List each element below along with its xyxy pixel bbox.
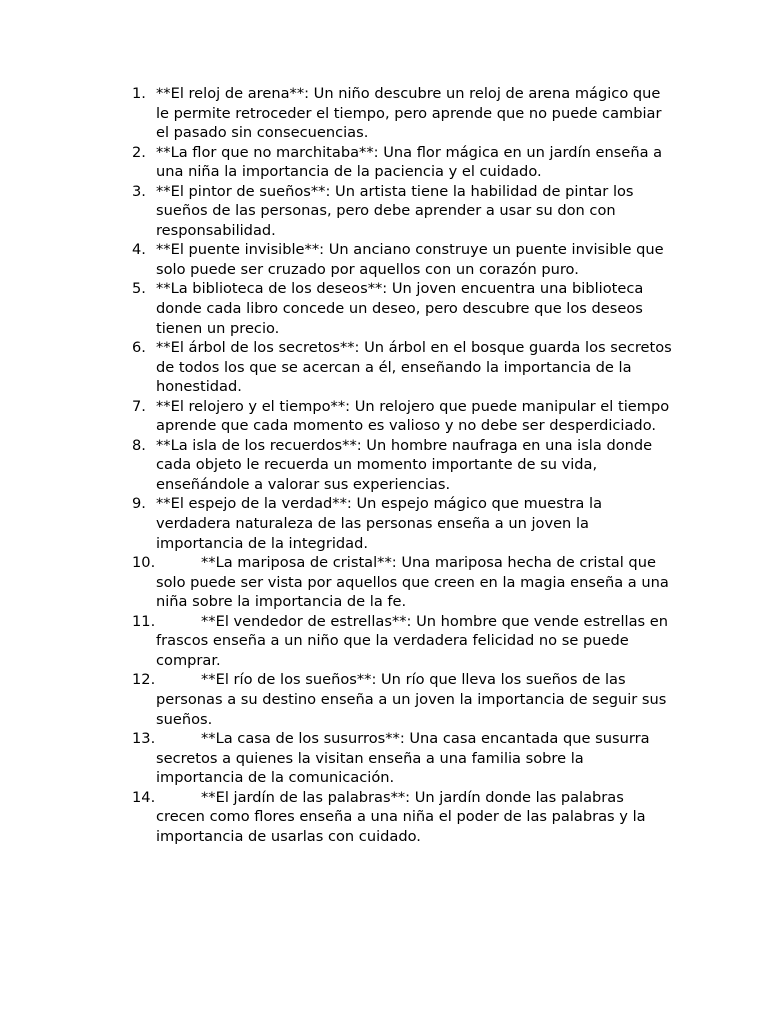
list-item [132,612,672,671]
item-number: 2. [132,143,146,161]
item-text: **El árbol de los secretos**: Un árbol en el bosque guarda los secretos de todos los que se acercan a él, enseñando la importancia de la honestidad. [156,339,672,396]
item-number: 11. [132,612,156,630]
item-number: 12. [132,671,156,689]
item-text: **El reloj de arena**: Un niño descubre un reloj de arena mágico que le permite retroceder el tiempo, pero aprende que no puede cambiar el pasado sin consecuencias. [156,85,662,142]
list-item [132,553,672,612]
item-number: 10. [132,554,156,572]
item-text: **El pintor de sueños**: Un artista tiene la habilidad de pintar los sueños de las personas, pero debe aprender a usar su don con responsabilidad. [156,182,634,239]
item-number: 14. [132,788,156,806]
item-text: **El río de los sueños**: Un río que lleva los sueños de las personas a su destino enseña a un joven la importancia de seguir sus sueños. [156,671,667,728]
item-number: 5. [132,280,146,298]
list-item [132,397,672,436]
item-number: 8. [132,436,146,454]
item-number: 13. [132,730,156,748]
item-text: **El espejo de la verdad**: Un espejo mágico que muestra la verdadera naturaleza de las personas enseña a un joven la importancia de la integridad. [156,495,603,552]
list-item [132,182,672,241]
item-number: 1. [132,85,146,102]
list-item [132,788,672,847]
list-item [132,494,672,553]
item-text: **La biblioteca de los deseos**: Un joven encuentra una biblioteca donde cada libro concede un deseo, pero descubre que los deseos tienen un precio. [156,280,644,337]
item-text: **El relojero y el tiempo**: Un relojero que puede manipular el tiempo aprende que cada momento es valioso y no debe ser desperdiciado. [156,397,670,435]
item-text: **La casa de los susurros**: Una casa encantada que susurra secretos a quienes la visitan enseña a una familia sobre la importancia de la comunicación. [156,730,650,787]
item-number: 6. [132,339,146,357]
item-text: **La flor que no marchitaba**: Una flor mágica en un jardín enseña a una niña la importancia de la paciencia y el cuidado. [156,143,663,181]
item-number: 3. [132,182,146,200]
item-text: **El vendedor de estrellas**: Un hombre que vende estrellas en frascos enseña a un niño que la verdadera felicidad no se puede comprar. [156,612,668,669]
list-item [132,279,672,338]
list-item [132,670,672,729]
item-text: **El jardín de las palabras**: Un jardín donde las palabras crecen como flores enseña a una niña el poder de las palabras y la importancia de usarlas con cuidado. [156,788,646,845]
list-item [132,143,672,182]
list-item [132,338,672,397]
item-number: 7. [132,397,146,415]
item-text: **La mariposa de cristal**: Una mariposa hecha de cristal que solo puede ser vista por aquellos que creen en la magia enseña a una niña sobre la importancia de la fe. [156,554,669,611]
list-item [132,436,672,495]
item-number: 9. [132,495,146,513]
item-text: **La isla de los recuerdos**: Un hombre naufraga en una isla donde cada objeto le recuerda un momento importante de su vida, enseñándole a valorar sus experiencias. [156,436,653,493]
item-text: **El puente invisible**: Un anciano construye un puente invisible que solo puede ser cruzado por aquellos con un corazón puro. [156,241,664,278]
item-number: 4. [132,241,146,259]
list-item [132,240,672,279]
story-list [132,84,672,846]
list-item [132,84,672,143]
list-item [132,729,672,788]
